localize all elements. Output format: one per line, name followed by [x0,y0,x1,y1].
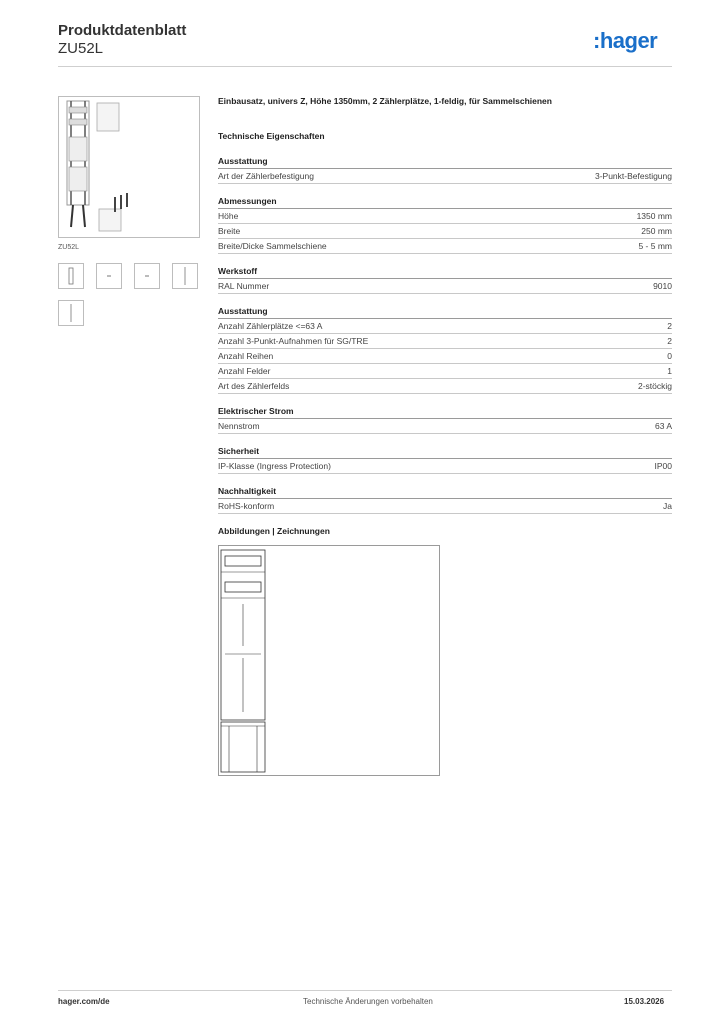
spec-row [218,499,672,514]
part-icon [135,264,159,288]
spec-group [218,305,672,394]
spec-label: Anzahl 3-Punkt-Aufnahmen für SG/TRE [218,336,369,346]
spec-label: RoHS-konform [218,501,275,511]
spec-group-title: Ausstattung [218,155,672,169]
spec-row [218,319,672,334]
spec-group [218,265,672,294]
technical-drawing [218,545,440,776]
spec-row [218,349,672,364]
spec-row [218,364,672,379]
spec-group [218,155,672,184]
product-description: Einbausatz, univers Z, Höhe 1350mm, 2 Zählerplätze, 1-feldig, für Sammelschienen [218,96,552,106]
part-icon [97,264,121,288]
spec-group [218,405,672,434]
thumbnail-3[interactable] [134,263,160,289]
spec-label: Breite/Dicke Sammelschiene [218,241,327,251]
spec-row [218,224,672,239]
spec-value: 250 mm [641,226,672,236]
footer-date: 15.03.2026 [624,997,665,1006]
spec-group-title: Sicherheit [218,445,672,459]
footer-divider [58,990,672,991]
drawing-icon [59,301,83,325]
spec-group-title: Ausstattung [218,305,672,319]
spec-value: 1350 mm [636,211,672,221]
spec-row [218,419,672,434]
spec-value: 0 [667,351,672,361]
spec-label: IP-Klasse (Ingress Protection) [218,461,331,471]
spec-group [218,485,672,514]
thumbnail-5[interactable] [58,300,84,326]
spec-group-title: Werkstoff [218,265,672,279]
spec-row [218,239,672,254]
footer-disclaimer: Technische Änderungen vorbehalten [303,997,433,1006]
spec-label: Anzahl Felder [218,366,271,376]
spec-value: 9010 [653,281,672,291]
spec-label: Art des Zählerfelds [218,381,290,391]
hager-logo: :hager [593,28,658,53]
spec-group [218,445,672,474]
drawing-icon [173,264,197,288]
rail-frame-icon [59,264,83,288]
spec-row [218,169,672,184]
spec-value: 5 - 5 mm [638,241,672,251]
spec-label: Art der Zählerbefestigung [218,171,314,181]
figures-title: Abbildungen | Zeichnungen [218,526,330,536]
image-caption: ZU52L [58,244,80,251]
spec-value: 2-stöckig [637,381,672,391]
spec-value: IP00 [654,461,672,471]
spec-value: 2 [667,321,672,331]
spec-row [218,459,672,474]
spec-table [218,146,672,514]
section-title: Technische Eigenschaften [218,131,325,141]
spec-group-title: Abmessungen [218,195,672,209]
spec-label: Nennstrom [218,421,260,431]
page-title: Produktdatenblatt [58,22,187,39]
spec-row [218,379,672,394]
spec-value: 1 [667,366,672,376]
product-code: ZU52L [58,40,104,57]
spec-row [218,334,672,349]
thumbnail-2[interactable] [96,263,122,289]
spec-value: 63 A [654,421,672,431]
spec-row [218,209,672,224]
drawing-outline [219,546,439,775]
spec-group [218,195,672,254]
meter-kit-illustration [59,97,199,237]
spec-group-title: Elektrischer Strom [218,405,672,419]
spec-value: 3-Punkt-Befestigung [594,171,672,181]
spec-value: 2 [667,336,672,346]
spec-label: Breite [218,226,241,236]
spec-label: Höhe [218,211,239,221]
header-divider [58,66,672,67]
spec-row [218,279,672,294]
spec-label: RAL Nummer [218,281,270,291]
spec-value: Ja [663,501,672,511]
spec-label: Anzahl Zählerplätze <=63 A [218,321,323,331]
footer-website[interactable]: hager.com/de [58,997,110,1006]
thumbnail-4[interactable] [172,263,198,289]
product-image [58,96,200,238]
spec-label: Anzahl Reihen [218,351,274,361]
spec-group-title: Nachhaltigkeit [218,485,672,499]
thumbnail-1[interactable] [58,263,84,289]
